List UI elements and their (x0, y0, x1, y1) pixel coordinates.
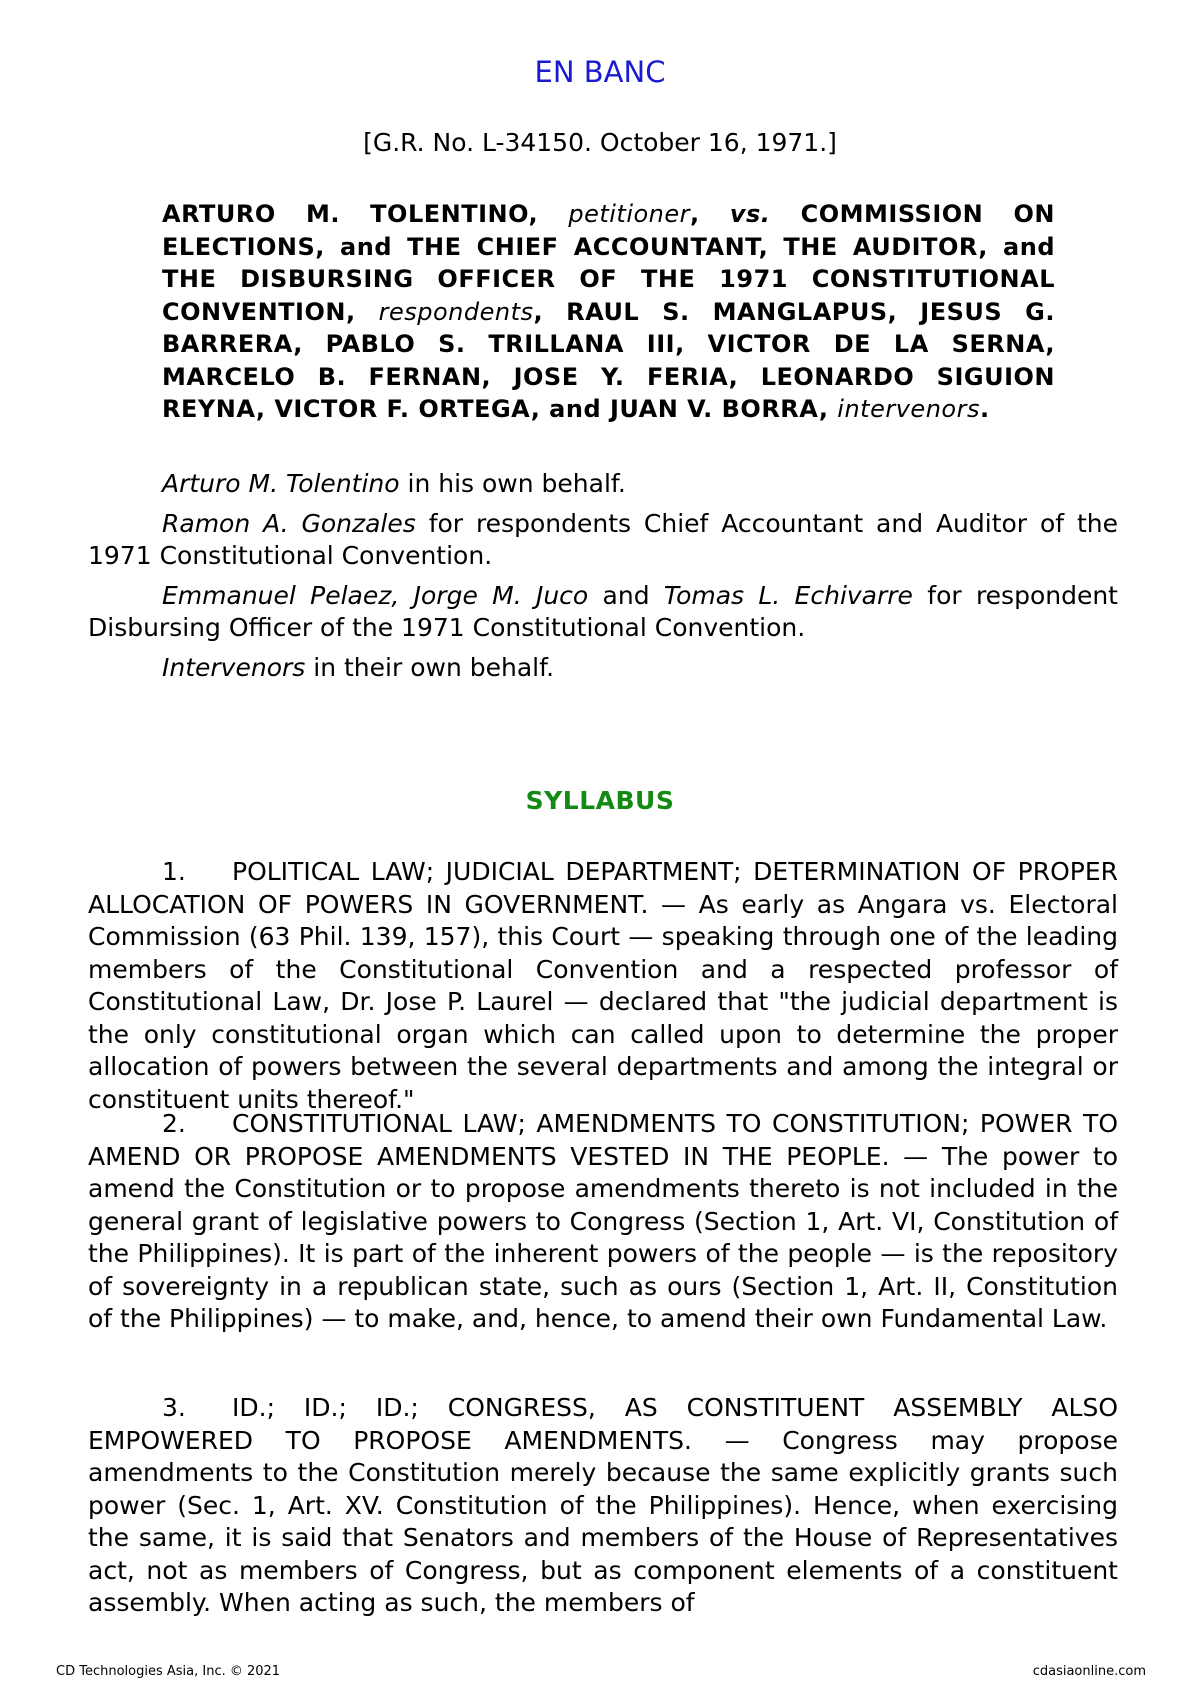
respondents-role: respondents (378, 297, 534, 326)
versus: vs. (729, 200, 771, 228)
counsel-text: for respondents Chief Accountant and Auditor of the 1971 Constitutional Convention. (88, 509, 1118, 570)
counsel-name: Arturo M. Tolentino (162, 469, 400, 498)
counsel-text: in their own behalf. (313, 653, 555, 682)
counsel-line-1 (88, 468, 1118, 500)
footer-copyright: CD Technologies Asia, Inc. © 2021 (56, 1664, 281, 1679)
counsel-line-2 (88, 508, 1118, 572)
case-number: [G.R. No. L-34150. October 16, 1971.] (363, 128, 837, 157)
petitioner-role: petitioner (568, 200, 691, 228)
petitioner-name: ARTURO M. TOLENTINO (162, 200, 529, 228)
syllabus-item (88, 1108, 1118, 1336)
counsel-line-3 (88, 580, 1118, 644)
syllabus-item-number: 1. (162, 857, 186, 886)
counsel-line-4 (88, 652, 1118, 684)
syllabus-item-number: 2. (162, 1109, 186, 1138)
case-parties: ARTURO M. TOLENTINO, petitioner, vs. COMMISSION ON ELECTIONS, and THE CHIEF ACCOUNTANT, THE AUDITOR, and THE DISBURSING OFFICER OF THE 1971 CONSTITUTIONAL CONVENTION, respondents, RAUL S. MANGLAPUS, JESUS G. BARRERA, PABLO S. TRILLANA III, VICTOR DE LA SERNA, MARCELO B. FERNAN, JOSE Y. FERIA, LEONARDO SIGUION REYNA, VICTOR F. ORTEGA, and JUAN V. BORRA, intervenors. (162, 200, 1055, 423)
counsel-name: Intervenors (162, 653, 306, 682)
court-division: EN BANC (534, 55, 666, 89)
syllabus-item-text: CONSTITUTIONAL LAW; AMENDMENTS TO CONSTITUTION; POWER TO AMEND OR PROPOSE AMENDMENTS VESTED IN THE PEOPLE. — The power to amend the Constitution or to propose amendments thereto is not included in the general grant of legislative powers to Congress (Section 1, Art. VI, Constitution of the Philippines). It is part of the inherent powers of the people — is the repository of sovereignty in a republican state, such as ours (Section 1, Art. II, Constitution of the Philippines) — to make, and, hence, to amend their own Fundamental Law. (88, 1109, 1118, 1333)
counsel-text: for respondent Disbursing Officer of the 1971 Constitutional Convention. (88, 581, 1118, 642)
intervenors-names: RAUL S. MANGLAPUS, JESUS G. BARRERA, PABLO S. TRILLANA III, VICTOR DE LA SERNA, MARCELO B. FERNAN, JOSE Y. FERIA, LEONARDO SIGUION REYNA, VICTOR F. ORTEGA, and JUAN V. BORRA (162, 297, 1055, 423)
syllabus-item-text: ID.; ID.; ID.; CONGRESS, AS CONSTITUENT ASSEMBLY ALSO EMPOWERED TO PROPOSE AMENDMENTS. — Congress may propose amendments to the Constitution merely because the same explicitly grants such power (Sec. 1, Art. XV. Constitution of the Philippines). Hence, when exercising the same, it is said that Senators and members of the House of Representatives act, not as members of Congress, but as component elements of a constituent assembly. When acting as such, the members of (88, 1393, 1118, 1617)
footer-website: cdasiaonline.com (1032, 1664, 1146, 1679)
respondents-names: COMMISSION ON ELECTIONS, and THE CHIEF ACCOUNTANT, THE AUDITOR, and THE DISBURSING OFFICER OF THE 1971 CONSTITUTIONAL CONVENTION (162, 200, 1055, 326)
counsel-conjunction: and (602, 581, 650, 610)
syllabus-item-number: 3. (162, 1393, 186, 1422)
intervenors-role: intervenors (837, 395, 980, 423)
syllabus-item (88, 1392, 1118, 1620)
syllabus-item (88, 856, 1118, 1116)
counsel-text: in his own behalf. (407, 469, 626, 498)
counsel-name: Emmanuel Pelaez, Jorge M. Juco (162, 581, 589, 610)
syllabus-item-text: POLITICAL LAW; JUDICIAL DEPARTMENT; DETERMINATION OF PROPER ALLOCATION OF POWERS IN GOVERNMENT. — As early as Angara vs. Electoral Commission (63 Phil. 139, 157), this Court — speaking through one of the leading members of the Constitutional Convention and a respected professor of Constitutional Law, Dr. Jose P. Laurel — declared that "the judicial department is the only constitutional organ which can called upon to determine the proper allocation of powers between the several departments and among the integral or constituent units thereof." (88, 857, 1118, 1114)
counsel-name-2: Tomas L. Echivarre (663, 581, 913, 610)
syllabus-heading: SYLLABUS (525, 786, 675, 815)
counsel-name: Ramon A. Gonzales (162, 509, 416, 538)
